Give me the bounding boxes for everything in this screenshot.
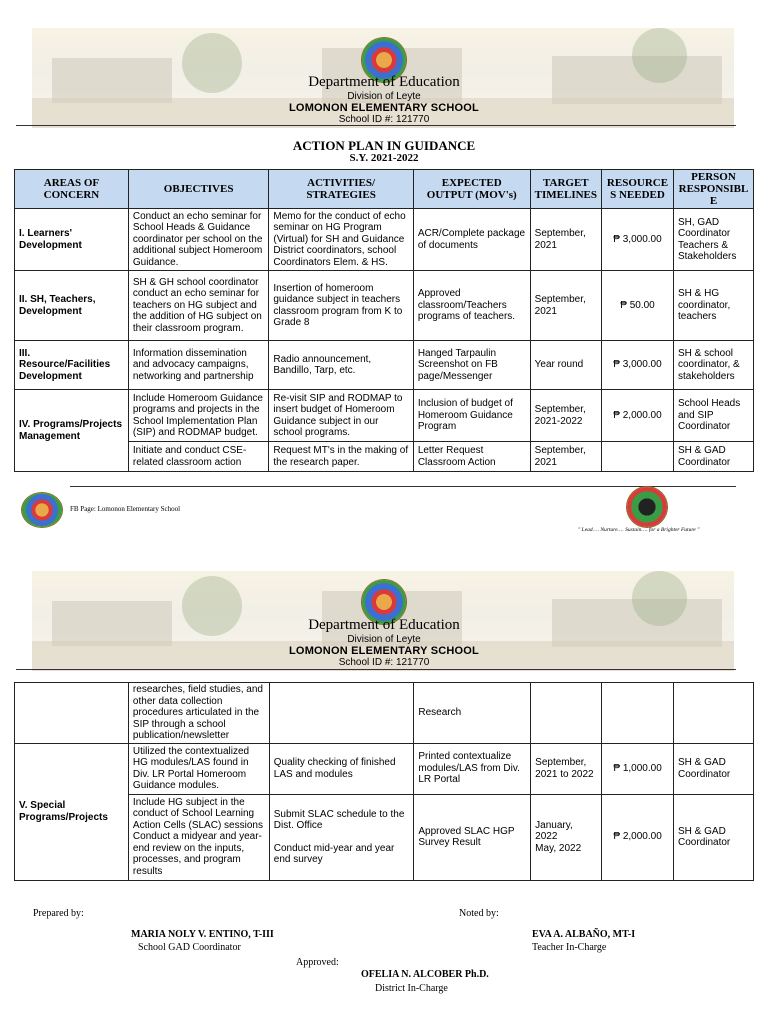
resources-cell (602, 683, 674, 744)
school-id: School ID #: 121770 (338, 114, 430, 125)
preparer-title: School GAD Coordinator (138, 942, 241, 953)
footer-divider (70, 486, 736, 487)
activity-cell: Request MT's in the making of the research paper. (269, 442, 413, 472)
activity-cell (269, 683, 414, 744)
timeline-cell: September, 2021-2022 (530, 390, 601, 442)
person-cell: SH & HG coordinator, teachers (673, 271, 753, 341)
col-header: EXPECTED OUTPUT (MOV's) (413, 170, 530, 209)
output-cell: Research (414, 683, 531, 744)
resources-cell: ₱ 3,000.00 (602, 341, 674, 390)
timeline-cell: September, 2021 (530, 209, 601, 271)
school-logo (22, 493, 62, 527)
noter-title: Teacher In-Charge (532, 942, 607, 953)
resources-cell (602, 442, 674, 472)
output-cell: Letter Request Classroom Action (413, 442, 530, 472)
school-id: School ID #: 121770 (338, 657, 430, 668)
output-cell: Inclusion of budget of Homeroom Guidance Program (413, 390, 530, 442)
table-row (15, 341, 754, 390)
activity-line: Conduct mid-year and year end survey (273, 842, 395, 865)
person-cell: SH & GAD Coordinator (674, 743, 754, 794)
header-divider (16, 669, 736, 670)
department-name: Department of Education (308, 617, 460, 633)
resources-cell: ₱ 2,000.00 (602, 794, 674, 880)
area-cell: II. SH, Teachers, Development (15, 271, 129, 341)
header-divider (16, 125, 736, 126)
activity-cell (269, 794, 414, 880)
objective-cell: Include HG subject in the conduct of School Learning Action Cells (SLAC) sessions Conduct a midyear and year-end review on the inputs, processes, and program results (128, 794, 269, 880)
col-header: AREAS OF CONCERN (15, 170, 129, 209)
school-motto: " Lead…. Nurture…. Sustain…. for a Brighter Future " (578, 527, 700, 533)
output-cell: Hanged Tarpaulin Screenshot on FB page/Messenger (413, 341, 530, 390)
table-row (15, 683, 754, 744)
table-row (15, 209, 754, 271)
col-header: TARGET TIMELINES (530, 170, 601, 209)
table-row (15, 271, 754, 341)
col-header: OBJECTIVES (128, 170, 268, 209)
resources-cell: ₱ 2,000.00 (602, 390, 674, 442)
table-header-row (15, 170, 754, 209)
person-cell: School Heads and SIP Coordinator (673, 390, 753, 442)
table-row (15, 743, 754, 794)
objective-cell: Utilized the contextualized HG modules/LAS found in Div. LR Portal Homeroom Guidance modules. (128, 743, 269, 794)
timeline-cell (531, 683, 602, 744)
person-cell: SH & school coordinator, & stakeholders (673, 341, 753, 390)
output-cell: ACR/Complete package of documents (413, 209, 530, 271)
school-name: LOMONON ELEMENTARY SCHOOL (289, 645, 479, 657)
school-name: LOMONON ELEMENTARY SCHOOL (289, 102, 479, 114)
objective-cell: SH & GH school coordinator conduct an echo seminar for teachers on HG subject and the addition of HG subject on their classroom program. (128, 271, 268, 341)
activity-cell: Insertion of homeroom guidance subject in teachers classroom program from K to Grade 8 (269, 271, 413, 341)
fb-page-text: FB Page: Lomonon Elementary School (70, 505, 181, 513)
timeline-cell (531, 794, 602, 880)
area-cell: III. Resource/Facilities Development (15, 341, 129, 390)
noter-name: EVA A. ALBAÑO, MT-I (532, 929, 636, 940)
col-header: ACTIVITIES/ STRATEGIES (269, 170, 413, 209)
activity-cell: Re-visit SIP and RODMAP to insert budget of Homeroom Guidance subject in our school programs. (269, 390, 413, 442)
plan-school-year: S.Y. 2021-2022 (349, 152, 419, 164)
timeline-line: January, 2022 (535, 819, 573, 843)
objective-cell: Conduct an echo seminar for School Heads & Guidance coordinator per school on the additional subject Homeroom Guidance. (128, 209, 268, 271)
output-cell: Approved SLAC HGP Survey Result (414, 794, 531, 880)
action-plan-table (14, 169, 754, 472)
output-cell: Approved classroom/Teachers programs of teachers. (413, 271, 530, 341)
area-cell: IV. Programs/Projects Management (15, 390, 129, 472)
area-cell (15, 683, 129, 744)
noted-by-label: Noted by: (459, 908, 499, 919)
activity-cell: Memo for the conduct of echo seminar on HG Program (Virtual) for SH and Guidance District coordinators, school Coordinators Elem. & HS. (269, 209, 413, 271)
objective-cell: Initiate and conduct CSE-related classroom action (128, 442, 268, 472)
objective-cell: Information dissemination and advocacy campaigns, networking and partnership (128, 341, 268, 390)
timeline-cell: September, 2021 to 2022 (531, 743, 602, 794)
action-plan-table-continued (14, 682, 754, 881)
school-seal (627, 487, 667, 527)
timeline-cell: Year round (530, 341, 601, 390)
approved-label: Approved: (296, 957, 339, 968)
resources-cell: ₱ 50.00 (602, 271, 674, 341)
activity-cell: Radio announcement, Bandillo, Tarp, etc. (269, 341, 413, 390)
person-cell: SH & GAD Coordinator (674, 794, 754, 880)
activity-line: Submit SLAC schedule to the Dist. Office (273, 808, 405, 831)
area-cell: V. Special Programs/Projects (15, 743, 129, 880)
person-cell (674, 683, 754, 744)
department-name: Department of Education (308, 74, 460, 90)
division-name: Division of Leyte (347, 634, 421, 645)
approver-title: District In-Charge (375, 983, 448, 994)
person-cell: SH, GAD Coordinator Teachers & Stakeholders (673, 209, 753, 271)
col-header: RESOURCE S NEEDED (602, 170, 674, 209)
output-cell: Printed contextualize modules/LAS from Div. LR Portal (414, 743, 531, 794)
objective-cell: researches, field studies, and other data collection procedures articulated in the SIP through a school publication/newsletter (128, 683, 269, 744)
resources-cell: ₱ 3,000.00 (602, 209, 674, 271)
timeline-cell: September, 2021 (530, 442, 601, 472)
resources-cell: ₱ 1,000.00 (602, 743, 674, 794)
plan-title: ACTION PLAN IN GUIDANCE (292, 138, 476, 153)
timeline-cell: September, 2021 (530, 271, 601, 341)
objective-cell: Include Homeroom Guidance programs and projects in the School Implementation Plan (SIP) and RODMAP budget. (128, 390, 268, 442)
col-header: PERSON RESPONSIBL E (673, 170, 753, 209)
area-cell: I. Learners' Development (15, 209, 129, 271)
activity-cell: Quality checking of finished LAS and modules (269, 743, 414, 794)
table-row (15, 390, 754, 442)
prepared-by-label: Prepared by: (33, 908, 84, 919)
person-cell: SH & GAD Coordinator (673, 442, 753, 472)
approver-name: OFELIA N. ALCOBER Ph.D. (361, 969, 489, 980)
division-name: Division of Leyte (347, 91, 421, 102)
timeline-line: May, 2022 (535, 842, 582, 854)
preparer-name: MARIA NOLY V. ENTINO, T-III (131, 929, 274, 940)
